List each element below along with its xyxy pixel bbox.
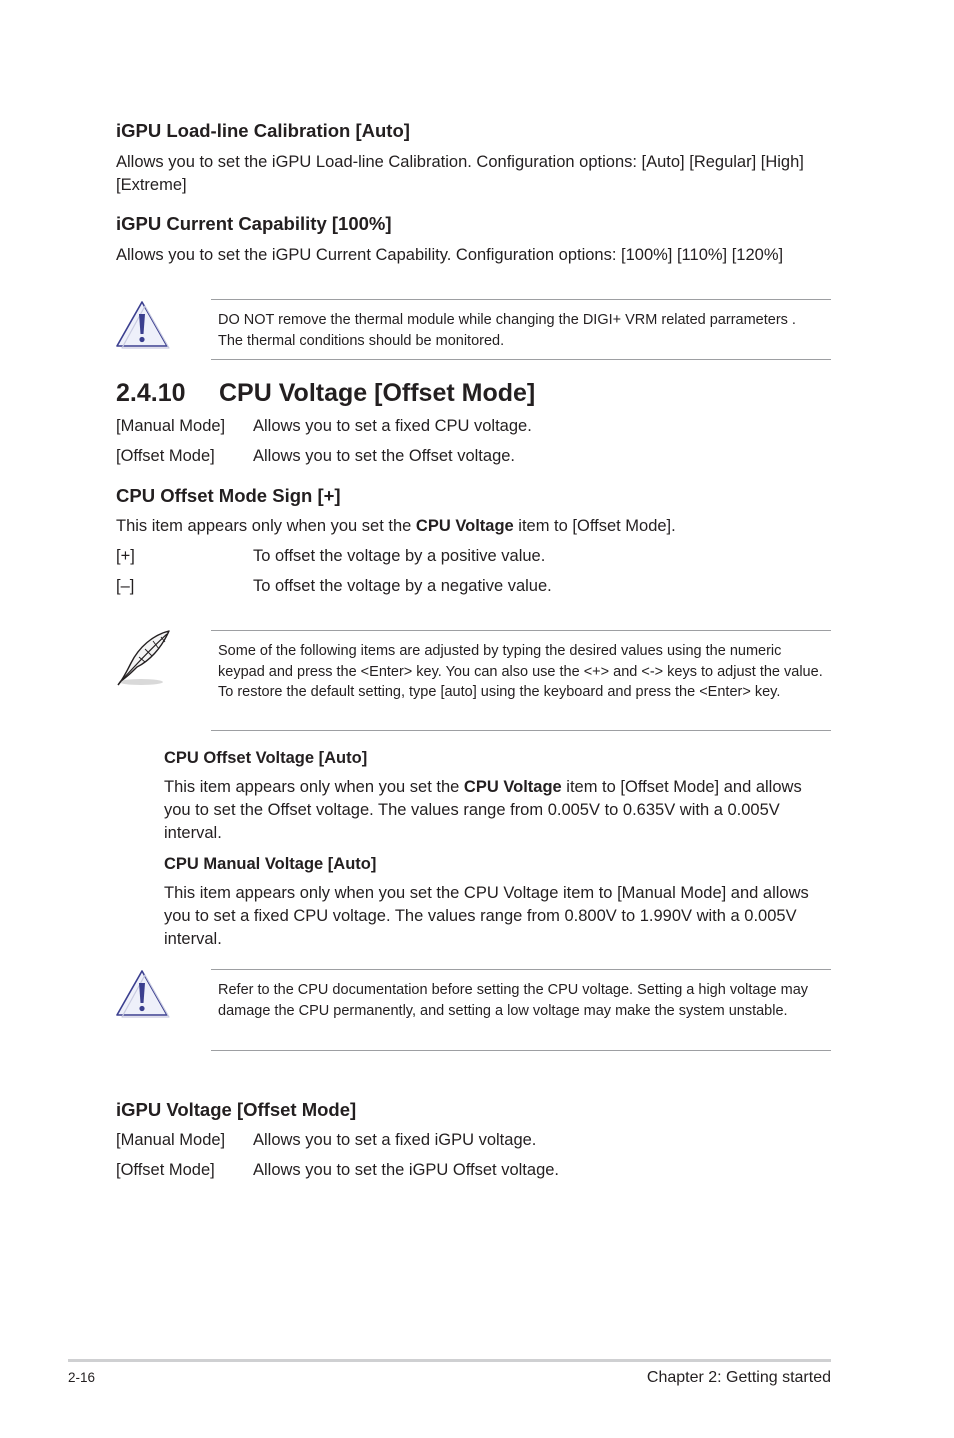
option-row-offset-mode (116, 445, 836, 468)
option-term: [+] (116, 547, 135, 565)
quill-pen-icon (113, 627, 175, 694)
bold-term: CPU Voltage (463, 778, 562, 796)
caution-text-thermal: DO NOT remove the thermal module while changing the DIGI+ VRM related parrameters . The thermal conditions should be monitored. (218, 312, 796, 349)
warning-icon (114, 967, 170, 1024)
option-desc: To offset the voltage by a negative value. (253, 577, 552, 595)
option-desc: Allows you to set the Offset voltage. (253, 447, 516, 465)
footer-rule (68, 1359, 831, 1362)
section-number: 2.4.10 (116, 379, 186, 407)
option-term: [–] (116, 577, 135, 595)
paragraph-cpu-offset-voltage: This item appears only when you set the CPU Voltage item to [Offset Mode] and allows you to set the Offset voltage. The values range from 0.005V to 0.635V with a 0.005V interval. (164, 778, 802, 842)
section-title: CPU Voltage [Offset Mode] (219, 379, 536, 407)
chapter-label: Chapter 2: Getting started (646, 1369, 831, 1386)
caution-box-thermal (211, 299, 831, 360)
heading-igpu-llc: iGPU Load-line Calibration [Auto] (116, 120, 410, 141)
option-desc: Allows you to set the iGPU Offset voltage. (253, 1161, 560, 1179)
paragraph-cpu-manual-voltage: This item appears only when you set the CPU Voltage item to [Manual Mode] and allows you to set a fixed CPU voltage. The values range from 0.800V to 1.990V with a 0.005V interval. (164, 884, 809, 948)
option-row-plus (116, 545, 836, 568)
option-desc: Allows you to set a fixed CPU voltage. (253, 417, 532, 435)
caution-text-cpu-voltage: Refer to the CPU documentation before setting the CPU voltage. Setting a high voltage may damage the CPU permanently, and setting a low voltage may make the system unstable. (218, 982, 809, 1019)
option-desc: To offset the voltage by a positive value. (253, 547, 546, 565)
note-text-keypad: Some of the following items are adjusted by typing the desired values using the numeric keypad and press the <Enter> key. You can also use the <+> and <-> keys to adjust the value. To restore the default setting, type [auto] using the keyboard and press the <Enter> key. (218, 643, 823, 700)
option-row-manual-mode (116, 415, 836, 438)
paragraph-igpu-cc: Allows you to set the iGPU Current Capability. Configuration options: [100%] [110%] [120%] (116, 246, 784, 264)
heading-cpu-offset-voltage: CPU Offset Voltage [Auto] (164, 749, 368, 767)
option-row-igpu-manual (116, 1129, 836, 1152)
note-box-keypad (211, 630, 831, 731)
section-heading-cpu-voltage (116, 378, 535, 408)
option-term: [Offset Mode] (116, 1161, 215, 1179)
heading-cpu-offset-sign: CPU Offset Mode Sign [+] (116, 485, 341, 506)
heading-igpu-voltage: iGPU Voltage [Offset Mode] (116, 1099, 357, 1120)
option-term: [Offset Mode] (116, 447, 215, 465)
option-term: [Manual Mode] (116, 417, 226, 435)
paragraph-cpu-offset-sign: This item appears only when you set the CPU Voltage item to [Offset Mode]. (116, 517, 676, 535)
warning-icon (114, 298, 170, 355)
paragraph-igpu-llc: Allows you to set the iGPU Load-line Calibration. Configuration options: [Auto] [Regular] [High] [Extreme] (116, 153, 804, 194)
option-row-minus (116, 575, 836, 598)
caution-box-cpu-voltage (211, 969, 831, 1051)
page-number: 2-16 (68, 1370, 96, 1385)
option-term: [Manual Mode] (116, 1131, 226, 1149)
heading-cpu-manual-voltage: CPU Manual Voltage [Auto] (164, 855, 377, 873)
option-desc: Allows you to set a fixed iGPU voltage. (253, 1131, 537, 1149)
heading-igpu-cc: iGPU Current Capability [100%] (116, 213, 392, 234)
bold-term: CPU Voltage (415, 517, 514, 535)
option-row-igpu-offset (116, 1159, 836, 1182)
